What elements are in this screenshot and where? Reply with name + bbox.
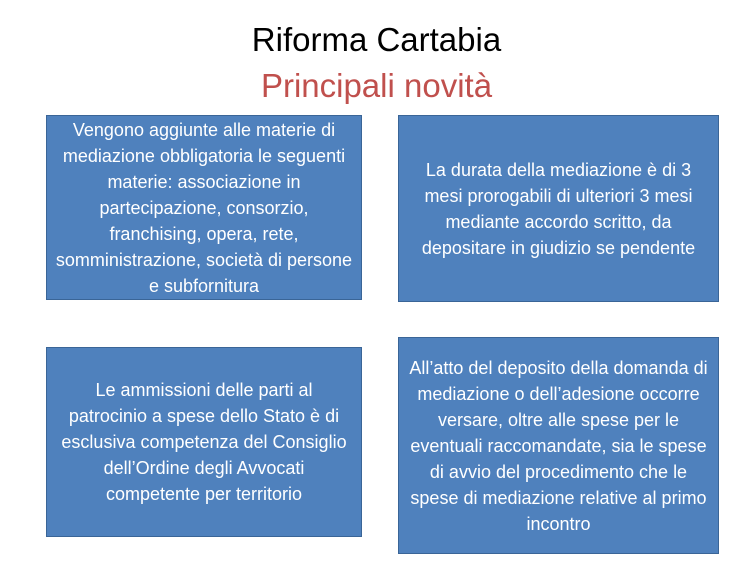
info-box-fees (398, 337, 719, 554)
info-box-mandatory-matters (46, 115, 362, 300)
slide-title: Riforma Cartabia (251, 21, 502, 58)
info-box-legal-aid (46, 347, 362, 537)
slide-subtitle: Principali novità (260, 67, 493, 104)
info-box-text: La durata della mediazione è di 3 mesi prorogabili di ulteriori 3 mesi mediante accordo scritto, da depositare in giudizio se pendente (421, 159, 696, 258)
info-box-text: Le ammissioni delle parti al patrocinio a spese dello Stato è di esclusiva competenza del Consiglio dell’Ordine degli Avvocati competente per territorio (61, 380, 347, 504)
info-box-duration (398, 115, 719, 302)
info-box-text: Vengono aggiunte alle materie di mediazione obbligatoria le seguenti materie: associazione in partecipazione, consorzio, franchising, opera, rete, somministrazione, società di persone e subfornitura (55, 119, 353, 296)
info-box-text: All’atto del deposito della domanda di mediazione o dell’adesione occorre versare, oltre alle spese per le eventuali raccomandate, sia le spese di avvio del procedimento che le spese di mediazione relative al primo incontro (409, 357, 708, 534)
